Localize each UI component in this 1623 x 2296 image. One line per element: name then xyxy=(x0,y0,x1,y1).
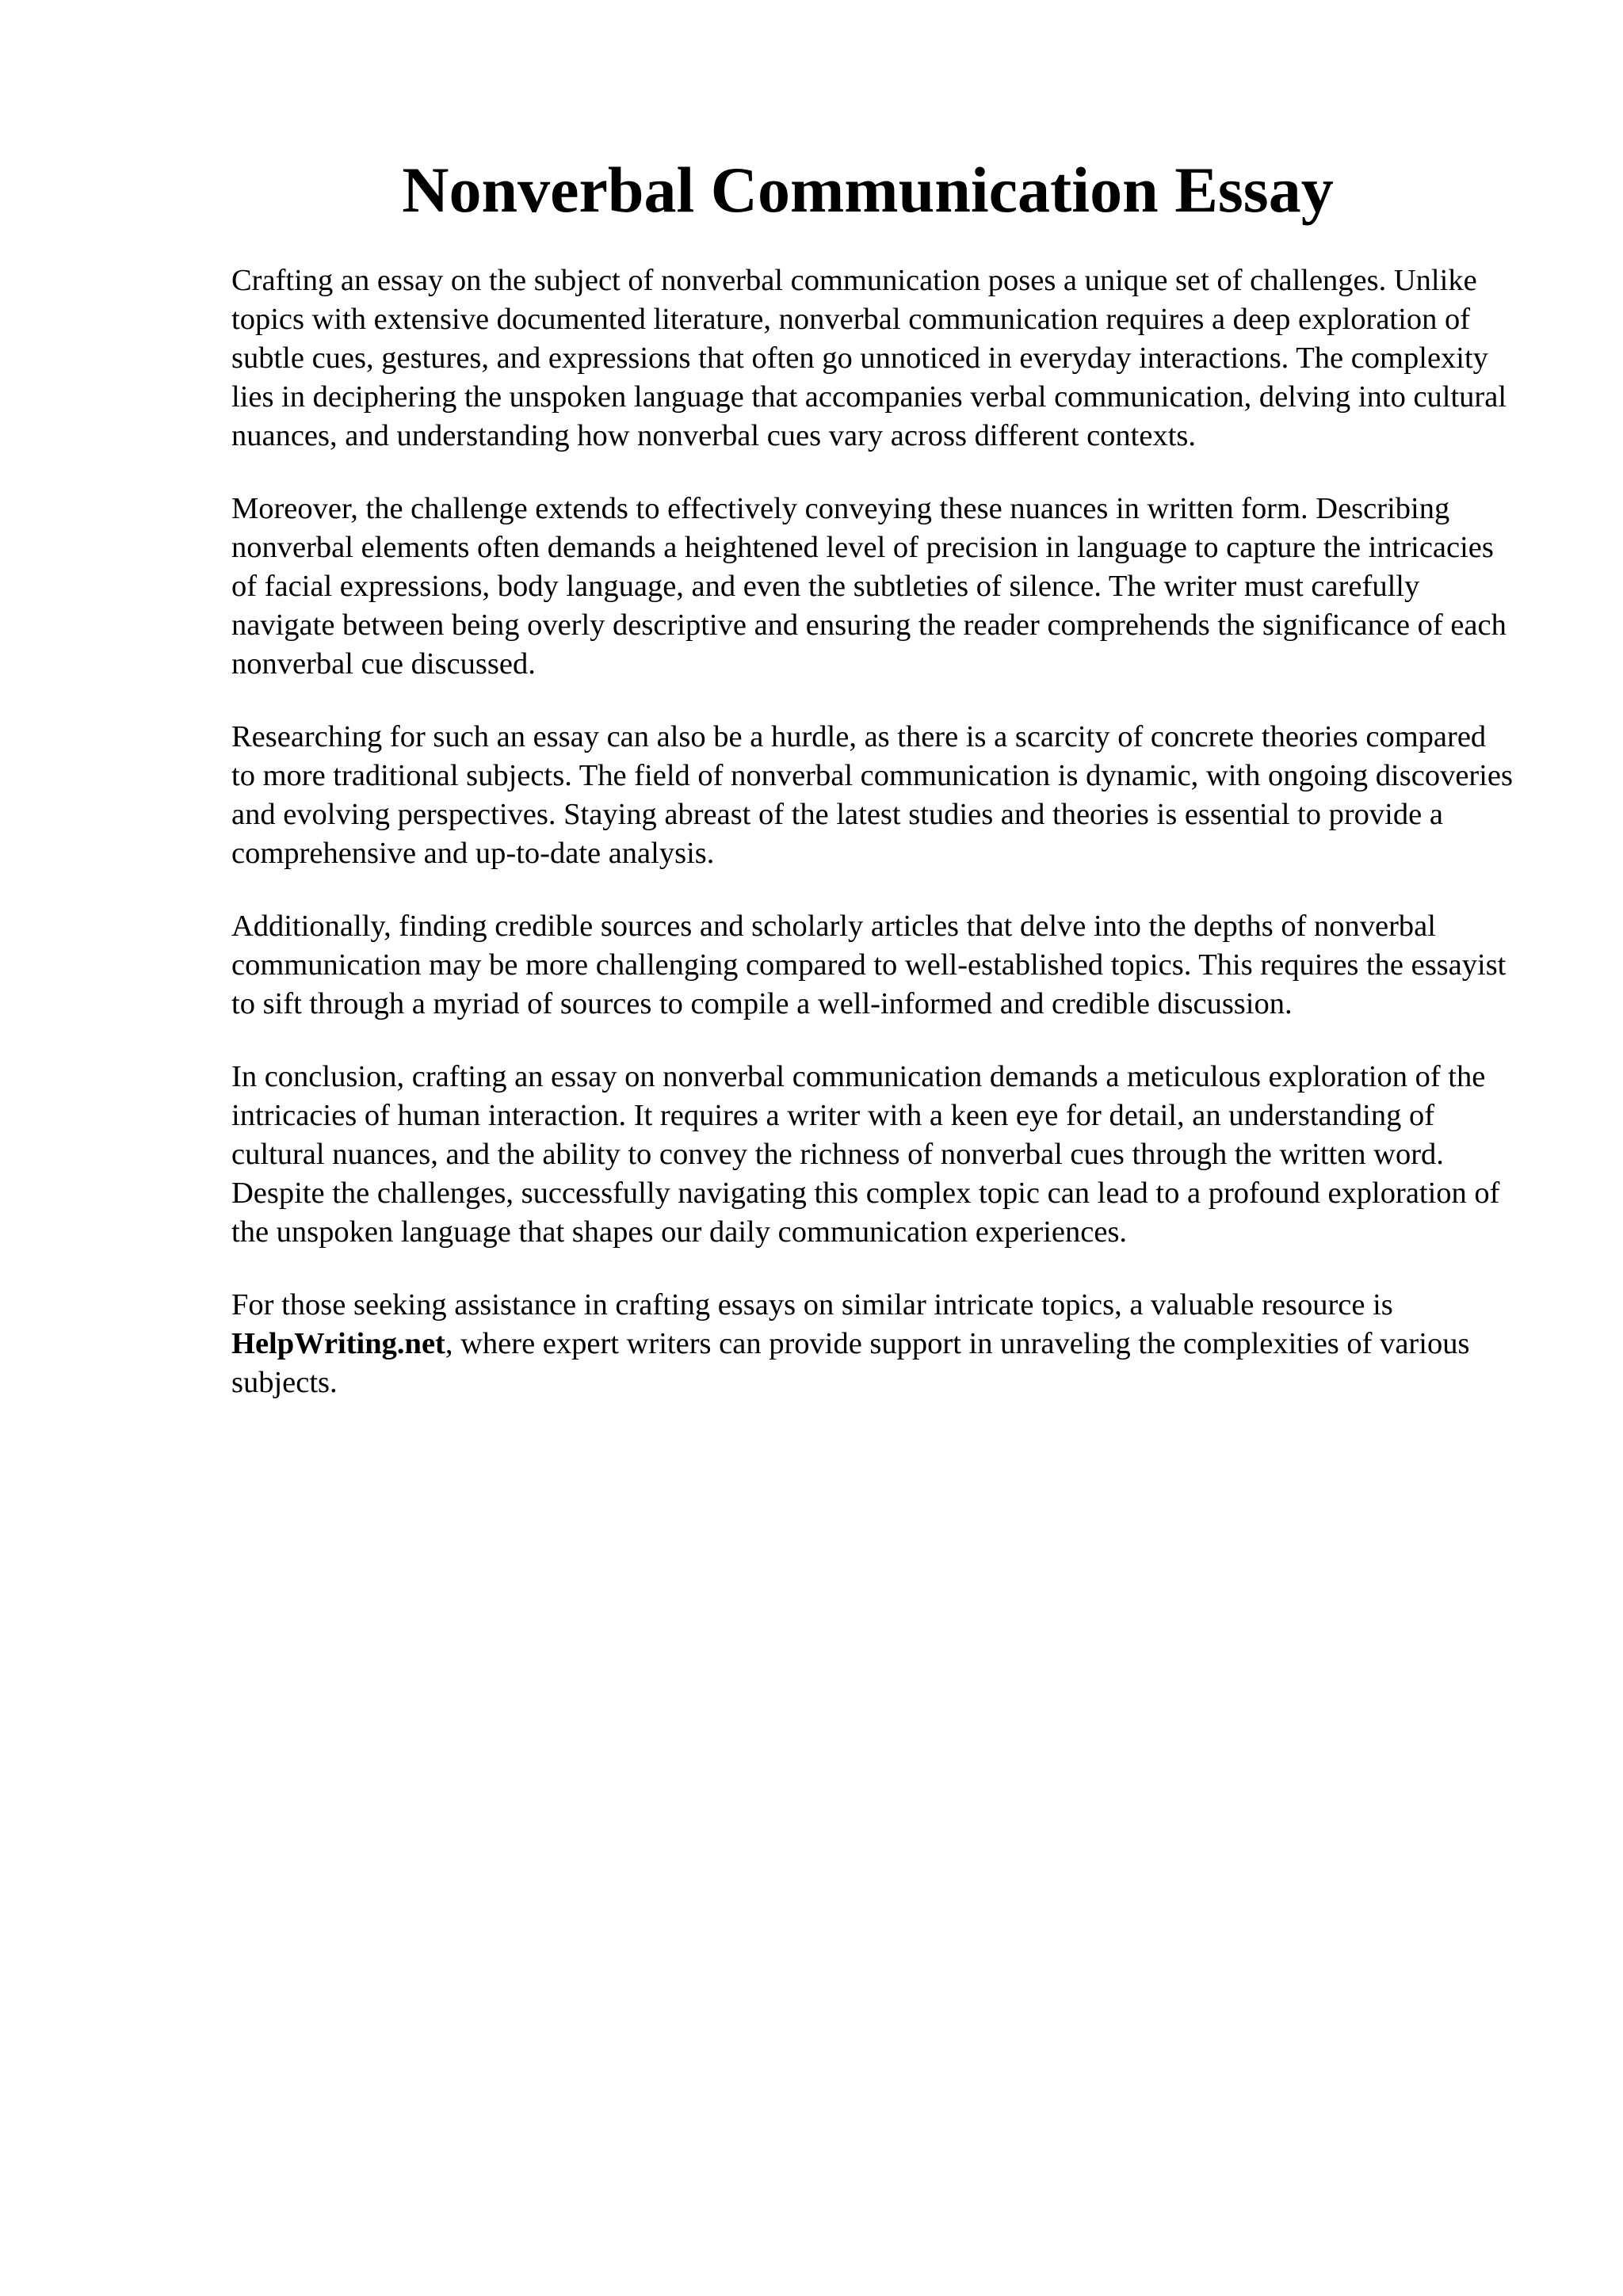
paragraph-challenge: Moreover, the challenge extends to effectively conveying these nuances in written form. Describing nonverbal elements often demands a heightened level of precision in language to capture the intricacies of facial expressions, body language, and even the subtleties of silence. The writer must carefully navigate between being overly descriptive and ensuring the reader comprehends the significance of each nonverbal cue discussed. xyxy=(231,492,1507,681)
paragraph-conclusion: In conclusion, crafting an essay on nonverbal communication demands a meticulous exploration of the intricacies of human interaction. It requires a writer with a keen eye for detail, an understanding of cultural nuances, and the ability to convey the richness of nonverbal cues through the written word. Despite the challenges, successfully navigating this complex topic can lead to a profound exploration of the unspoken language that shapes our daily communication experiences. xyxy=(231,1060,1500,1249)
closing-text-before: For those seeking assistance in crafting essays on similar intricate topics, a valuable resource is xyxy=(231,1288,1393,1322)
essay-body xyxy=(231,261,1515,1436)
page-title: Nonverbal Communication Essay xyxy=(402,154,1334,226)
closing-text-after: , where expert writers can provide support in unraveling the complexities of various subjects. xyxy=(231,1327,1470,1399)
helpwriting-link[interactable]: HelpWriting.net xyxy=(231,1327,445,1360)
paragraph-intro: Crafting an essay on the subject of nonverbal communication poses a unique set of challenges. Unlike topics with extensive documented literature, nonverbal communication requires a deep exploration of subtle cues, gestures, and expressions that often go unnoticed in everyday interactions. The complexity lies in deciphering the unspoken language that accompanies verbal communication, delving into cultural nuances, and understanding how nonverbal cues vary across different contexts. xyxy=(231,264,1507,452)
paragraph-closing xyxy=(231,1286,1515,1402)
paragraph-sources: Additionally, finding credible sources and scholarly articles that delve into the depths of nonverbal communication may be more challenging compared to well-established topics. This requires the essayist to sift through a myriad of sources to compile a well-informed and credible discussion. xyxy=(231,910,1507,1020)
paragraph-research: Researching for such an essay can also be a hurdle, as there is a scarcity of concrete theories compared to more traditional subjects. The field of nonverbal communication is dynamic, with ongoing discoveries and evolving perspectives. Staying abreast of the latest studies and theories is essential to provide a comprehensive and up-to-date analysis. xyxy=(231,720,1513,870)
